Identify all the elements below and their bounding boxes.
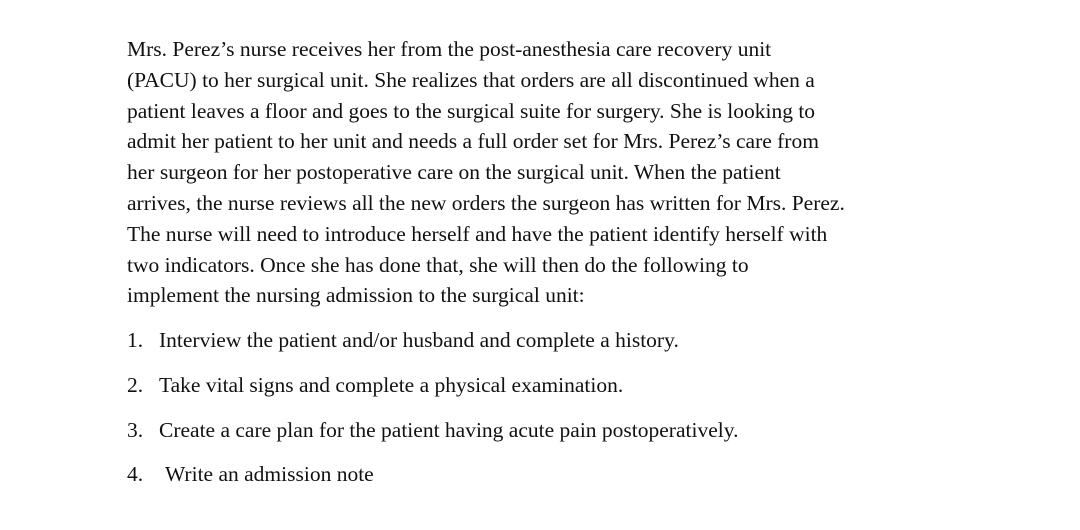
paragraph-line: two indicators. Once she has done that, she will then do the following to bbox=[127, 252, 749, 277]
list-item bbox=[127, 459, 977, 504]
paragraph-line: (PACU) to her surgical unit. She realizes that orders are all discontinued when a bbox=[127, 67, 815, 92]
list-item-text: Write an admission note bbox=[165, 462, 374, 487]
list-item bbox=[127, 415, 977, 460]
list-item-number: 4. bbox=[127, 462, 144, 487]
list-item-text: Interview the patient and/or husband and complete a history. bbox=[159, 328, 679, 353]
paragraph-line: her surgeon for her postoperative care on the surgical unit. When the patient bbox=[127, 160, 781, 185]
document-body bbox=[127, 34, 977, 504]
scenario-paragraph bbox=[127, 34, 977, 311]
paragraph-line: The nurse will need to introduce herself and have the patient identify herself with bbox=[127, 221, 828, 246]
list-item bbox=[127, 370, 977, 415]
numbered-steps-list bbox=[127, 325, 977, 504]
list-item-text: Take vital signs and complete a physical examination. bbox=[159, 372, 624, 397]
list-item-number: 1. bbox=[127, 328, 144, 353]
paragraph-line: Mrs. Perez’s nurse receives her from the post-anesthesia care recovery unit bbox=[127, 37, 772, 61]
paragraph-line: admit her patient to her unit and needs a full order set for Mrs. Perez’s care from bbox=[127, 129, 819, 154]
list-item bbox=[127, 325, 977, 370]
list-item-number: 2. bbox=[127, 372, 144, 397]
paragraph-line: patient leaves a floor and goes to the surgical suite for surgery. She is looking to bbox=[127, 98, 816, 123]
list-item-number: 3. bbox=[127, 417, 144, 442]
paragraph-line: implement the nursing admission to the surgical unit: bbox=[127, 283, 585, 308]
paragraph-line: arrives, the nurse reviews all the new orders the surgeon has written for Mrs. Perez. bbox=[127, 190, 845, 215]
list-item-text: Create a care plan for the patient having acute pain postoperatively. bbox=[159, 417, 739, 442]
